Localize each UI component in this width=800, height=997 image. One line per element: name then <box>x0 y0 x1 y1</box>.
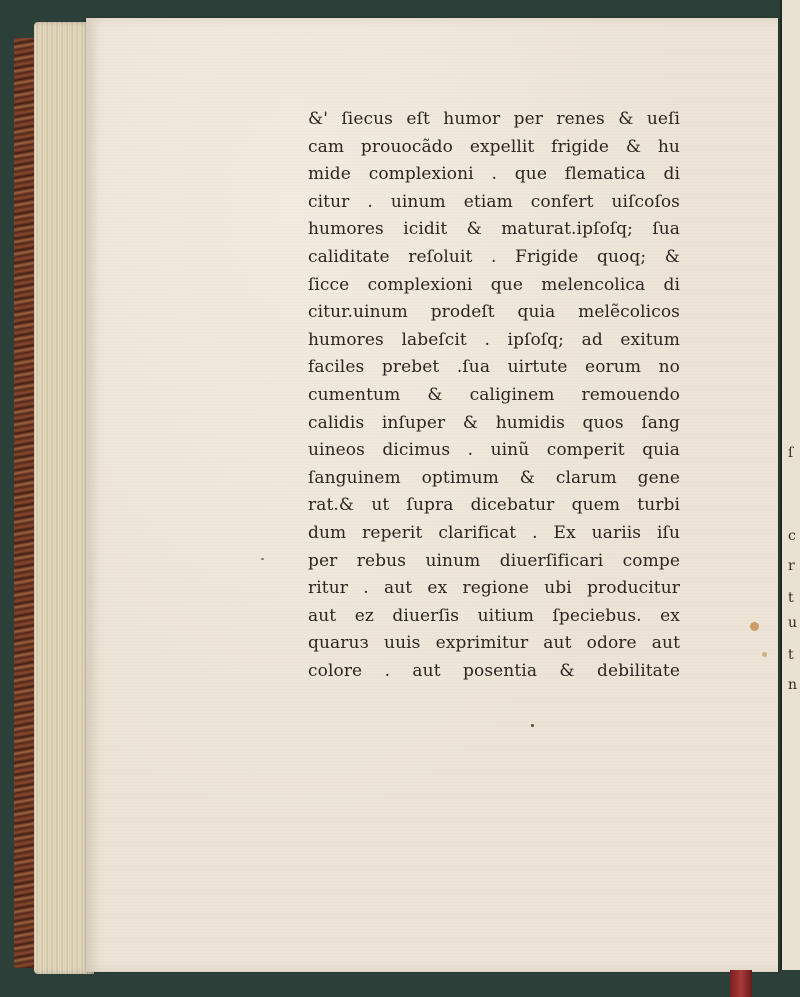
adjacent-page-fragment: r <box>788 558 795 574</box>
text-line-21: colore . aut posentia & debilitate <box>308 660 680 681</box>
paper-speck <box>261 558 264 560</box>
adjacent-page-fragment: n <box>788 677 798 693</box>
paper-speck <box>762 652 767 657</box>
text-line-7: ſicce complexioni que melencolica di <box>308 274 680 295</box>
adjacent-page-fragment: u <box>788 615 798 631</box>
text-line-10: faciles prebet .ſua uirtute eorum no <box>308 357 680 378</box>
text-line-17: per rebus uinum diuerſificari compe <box>308 550 680 571</box>
text-line-15: rat.& ut ſupra dicebatur quem turbi <box>308 495 680 516</box>
paper-speck <box>750 622 759 631</box>
incunable-text-block <box>308 106 680 685</box>
text-line-1: &' ſiecus eſt humor per renes & ueſi <box>308 109 680 129</box>
text-line-11: cumentum & caliginem remouendo <box>308 384 680 405</box>
adjacent-page-edge <box>780 0 800 970</box>
text-line-6: caliditate reſoluit . Frigide quoq; & <box>308 246 680 267</box>
text-line-18: ritur . aut ex regione ubi producitur <box>308 578 680 599</box>
text-line-16: dum reperit clarificat . Ex uariis iſu <box>308 522 680 543</box>
adjacent-page-fragment: ſ <box>788 445 794 461</box>
text-line-14: ſanguinem optimum & clarum gene <box>308 467 680 488</box>
text-line-8: citur.uinum prodeſt quia melẽcolicos <box>308 302 680 323</box>
adjacent-page-fragment: c <box>788 528 796 544</box>
text-line-19: aut ez diuerſis uitium ſpeciebus. ex <box>308 605 680 626</box>
text-line-9: humores labeſcit . ipſoſq; ad exitum <box>308 329 680 350</box>
text-line-3: mide complexioni . que flematica di <box>308 164 680 185</box>
text-line-13: uineos dicimus . uinũ comperit quia <box>308 440 680 461</box>
bookmark-ribbon <box>730 970 752 997</box>
text-line-5: humores icidit & maturat.ipſoſq; ſua <box>308 219 680 240</box>
text-line-20: quaruз uuis exprimitur aut odore aut <box>308 633 680 654</box>
paper-speck <box>531 724 534 727</box>
adjacent-page-fragment: t <box>788 590 794 606</box>
page-stack-edge <box>34 22 94 974</box>
text-line-2: cam prouocãdo expellit frigide & hu <box>308 136 680 157</box>
adjacent-page-fragment: t <box>788 647 794 663</box>
text-line-4: citur . uinum etiam confert uiſcoſos <box>308 191 680 212</box>
text-line-12: calidis inſuper & humidis quos ſang <box>308 412 680 433</box>
